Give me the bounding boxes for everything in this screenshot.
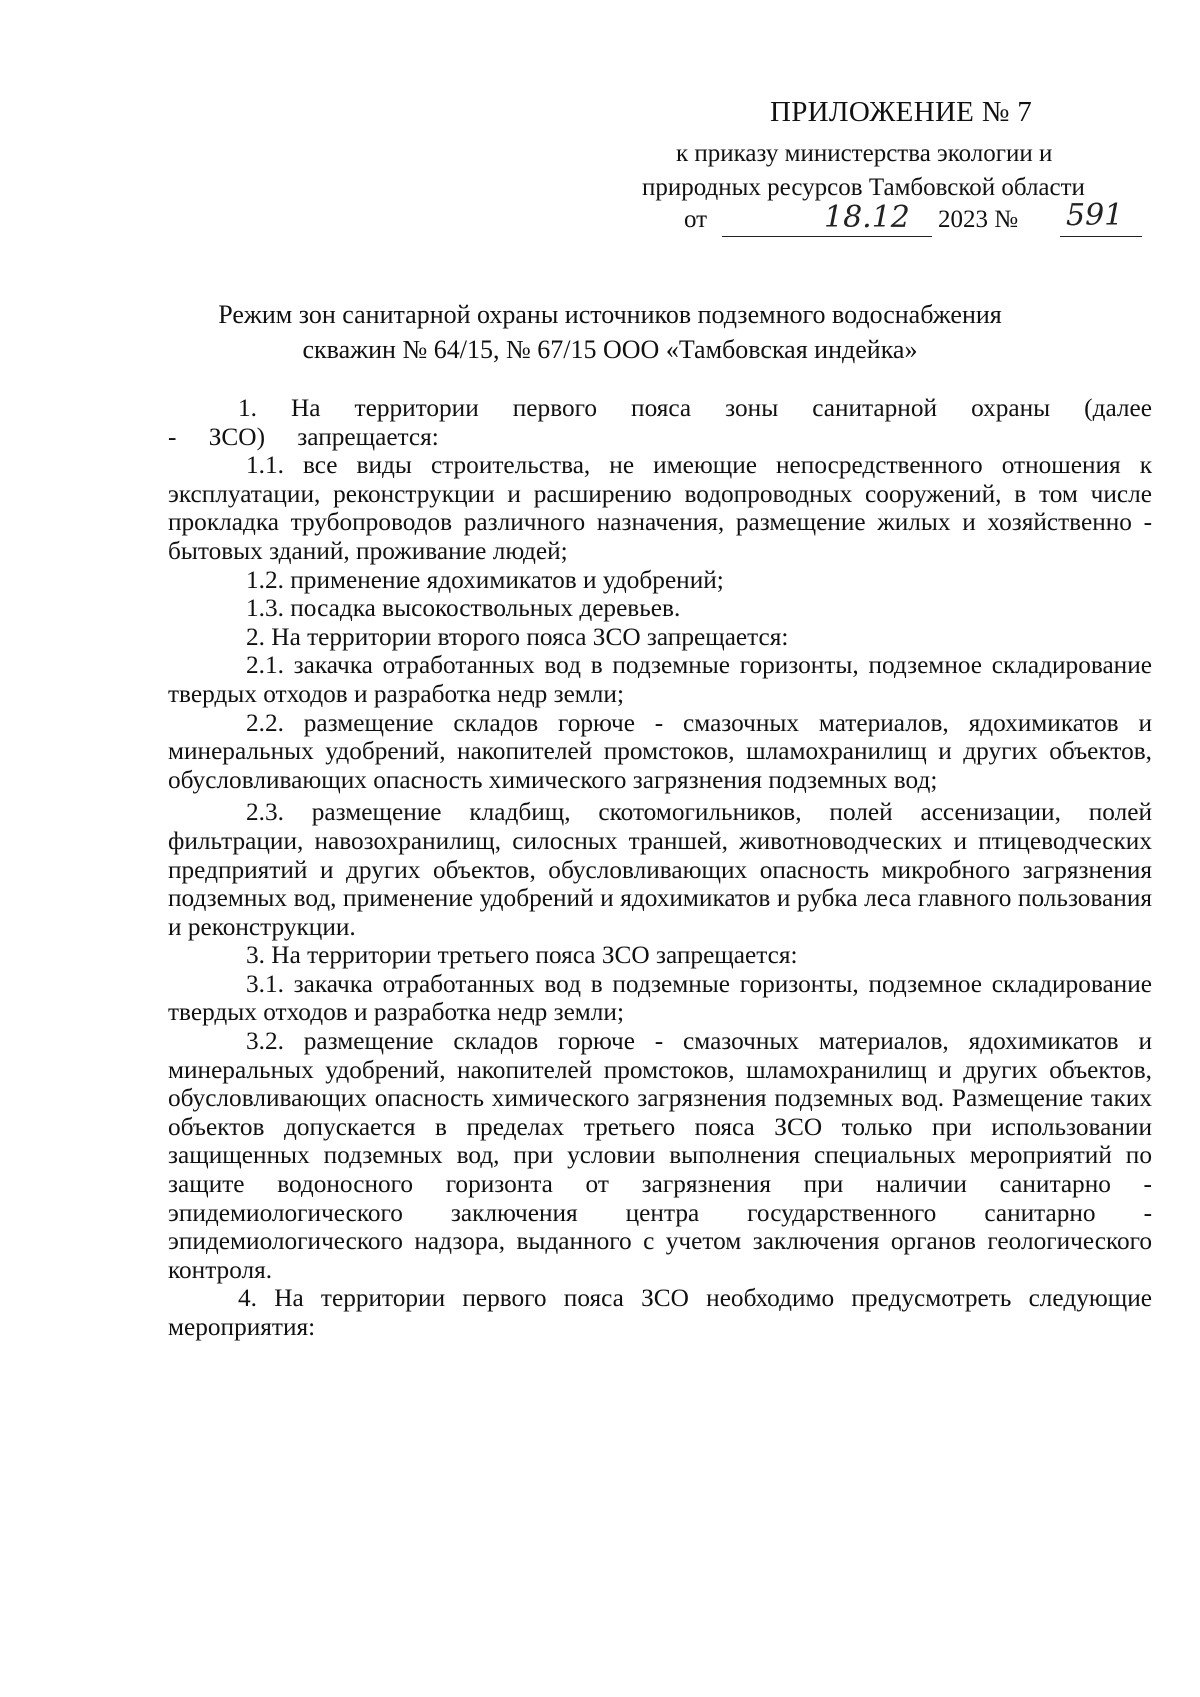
appendix-title: ПРИЛОЖЕНИЕ № 7 (770, 96, 1033, 128)
handwritten-number: 591 (1066, 198, 1124, 233)
order-date-row (684, 198, 1144, 246)
handwritten-date: 18.12 (824, 200, 910, 235)
from-label: от (684, 206, 708, 233)
document-title-line-2: скважин № 64/15, № 67/15 ООО «Тамбовская индейка» (302, 335, 918, 364)
paragraph-3: 3. На территории третьего пояса ЗСО запрещается: (246, 941, 798, 970)
paragraph-3-1: 3.1. закачка отработанных вод в подземные горизонты, подземное складирование твердых отходов и разработка недр земли; (168, 969, 1152, 1027)
paragraph-1-1: 1.1. все виды строительства, не имеющие непосредственного отношения к эксплуатации, реконструкции и расширению водопроводных сооружений, в том числе прокладка трубопроводов различного назначения, размещение жилых и хозяйственно - бытовых зданий, проживание людей; (168, 451, 1152, 565)
appendix-ministry-line: природных ресурсов Тамбовской области (642, 174, 1085, 201)
paragraph-2-3: 2.3. размещение кладбищ, скотомогильников, полей ассенизации, полей фильтрации, навозохранилищ, силосных траншей, животноводческих и птицеводческих предприятий и других объектов, обусловливающих опасность микробного загрязнения подземных вод, применение удобрений и ядохимикатов и рубка леса главного пользования и реконструкции. (168, 798, 1152, 941)
paragraph-4: 4. На территории первого пояса ЗСО необходимо предусмотреть следующие мероприятия: (168, 1284, 1152, 1341)
paragraph-2-1: 2.1. закачка отработанных вод в подземные горизонты, подземное складирование твердых отходов и разработка недр земли; (168, 651, 1152, 708)
document-title-line-1: Режим зон санитарной охраны источников подземного водоснабжения (218, 300, 1002, 329)
appendix-order-line: к приказу министерства экологии и (676, 140, 1053, 167)
paragraph-2-2: 2.2. размещение складов горюче - смазочных материалов, ядохимикатов и минеральных удобрений, накопителей промстоков, шламохранилищ и других объектов, обусловливающих опасность химического загрязнения подземных вод; (168, 708, 1152, 794)
date-blank-line (722, 236, 932, 237)
document-body (168, 394, 1152, 1342)
paragraph-1-2: 1.2. применение ядохимикатов и удобрений; (246, 565, 724, 594)
paragraph-1: 1. На территории первого пояса зоны санитарной охраны (далее - ЗСО) запрещается: (168, 394, 1152, 451)
paragraph-2: 2. На территории второго пояса ЗСО запрещается: (246, 622, 789, 651)
paragraph-3-2: 3.2. размещение складов горюче - смазочных материалов, ядохимикатов и минеральных удобрений, накопителей промстоков, шламохранилищ и других объектов, обусловливающих опасность химического загрязнения подземных вод. Размещение таких объектов допускается в пределах третьего пояса ЗСО только при использовании защищенных подземных вод, при условии выполнения специальных мероприятий по защите водоносного горизонта от загрязнения при наличии санитарно - эпидемиологического заключения центра государственного санитарно - эпидемиологического надзора, выданного с учетом заключения органов геологического контроля. (168, 1027, 1152, 1284)
paragraph-1-3: 1.3. посадка высокоствольных деревьев. (246, 594, 681, 623)
year-number-label: 2023 № (938, 206, 1019, 233)
number-blank-line (1060, 236, 1142, 237)
